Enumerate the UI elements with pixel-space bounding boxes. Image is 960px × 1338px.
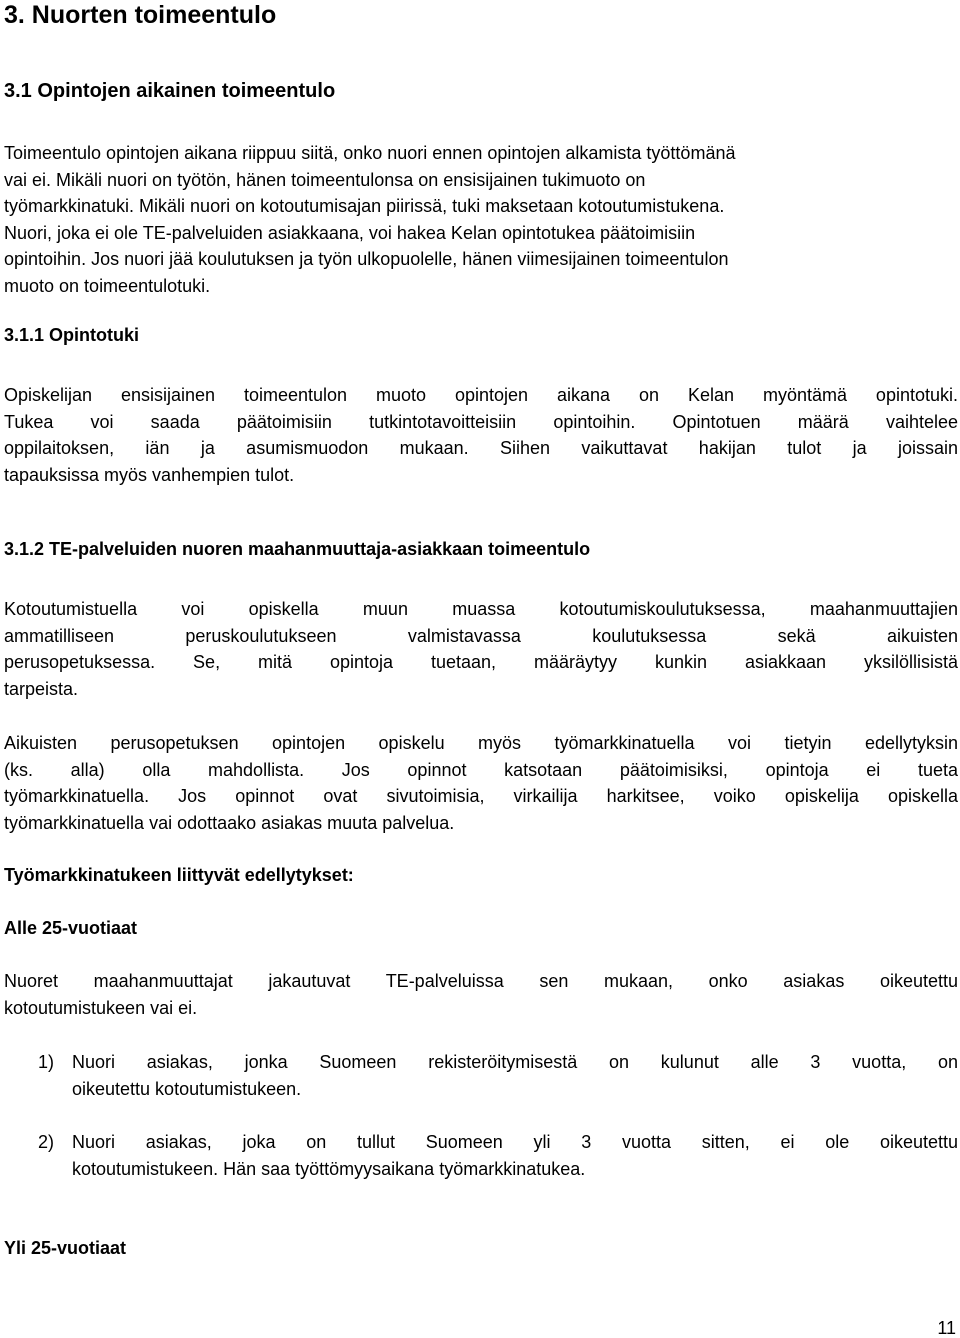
list-item-line: Nuori asiakas, jonka Suomeen rekisteröitymisestä on kulunut alle 3 vuotta, on — [72, 1052, 958, 1072]
paragraph-line: Nuori, joka ei ole TE-palveluiden asiakkaana, voi hakea Kelan opintotukea päätoimisiin — [4, 222, 696, 243]
paragraph-line: Aikuisten perusopetuksen opintojen opiskelu myös työmarkkinatuella voi tietyin edellytyksin — [4, 733, 958, 753]
list-item-text — [72, 1076, 958, 1103]
paragraph-young-immigrants — [4, 968, 958, 995]
list-item — [38, 1129, 958, 1182]
paragraph-line: Kotoutumistuella voi opiskella muun muassa kotoutumiskoulutuksessa, maahanmuuttajien — [4, 599, 958, 619]
list-item-number: 1) — [38, 1052, 55, 1072]
page-number: 11 — [937, 1318, 956, 1338]
paragraph-line: työmarkkinatuella. Jos opinnot ovat sivutoimisia, virkailija harkitsee, voiko opiskelija opiskella — [4, 786, 958, 806]
section-heading-3-1: 3.1 Opintojen aikainen toimeentulo — [4, 80, 336, 102]
paragraph-line: Opiskelijan ensisijainen toimeentulon muoto opintojen aikana on Kelan myöntämä opintotuki. — [4, 385, 958, 405]
list-item-text — [72, 1049, 958, 1076]
chapter-heading: 3. Nuorten toimeentulo — [4, 1, 277, 29]
paragraph-line: oppilaitoksen, iän ja asumismuodon mukaan. Siihen vaikuttavat hakijan tulot ja joissain — [4, 438, 958, 458]
paragraph-integration-aid — [4, 596, 958, 676]
paragraph-line: Toimeentulo opintojen aikana riippuu siitä, onko nuori ennen opintojen alkamista työttömänä — [4, 143, 736, 163]
paragraph-line: vai ei. Mikäli nuori on työtön, hänen toimeentulonsa on ensisijainen tukimuoto on — [4, 169, 646, 190]
paragraph-line: ammatilliseen peruskoulutukseen valmistavassa koulutuksessa sekä aikuisten — [4, 625, 958, 646]
subsection-heading-3-1-1: 3.1.1 Opintotuki — [4, 325, 140, 345]
paragraph-student-aid-last-line: tapauksissa myös vanhempien tulot. — [4, 464, 295, 485]
paragraph-labour-market-subsidy — [4, 730, 958, 810]
paragraph-line: perusopetuksessa. Se, mitä opintoja tuetaan, määräytyy kunkin asiakkaan yksilöllisistä — [4, 652, 958, 672]
paragraph-young-immigrants-last-line: kotoutumistukeen vai ei. — [4, 997, 198, 1018]
subsection-heading-3-1-2: 3.1.2 TE-palveluiden nuoren maahanmuuttaja-asiakkaan toimeentulo — [4, 539, 591, 559]
paragraph-line: opintoihin. Jos nuori jää koulutuksen ja työn ulkopuolelle, hänen viimesijainen toimeentulon — [4, 249, 729, 269]
list-item — [38, 1049, 958, 1102]
list-item-text — [72, 1156, 958, 1183]
list-item-number: 2) — [38, 1132, 55, 1152]
paragraph-student-aid — [4, 382, 958, 462]
paragraph-line: (ks. alla) olla mahdollista. Jos opinnot katsotaan päätoimisiksi, opintoja ei tueta — [4, 759, 958, 780]
paragraph-line: muoto on toimeentulotuki. — [4, 275, 211, 296]
list-item-line: kotoutumistukeen. Hän saa työttömyysaikana työmarkkinatukea. — [72, 1158, 586, 1179]
paragraph-integration-aid-last-line: tarpeista. — [4, 678, 79, 699]
paragraph-line: Nuoret maahanmuuttajat jakautuvat TE-palveluissa sen mukaan, onko asiakas oikeutettu — [4, 971, 958, 991]
heading-over-25: Yli 25-vuotiaat — [4, 1238, 127, 1258]
list-item-line: oikeutettu kotoutumistukeen. — [72, 1078, 302, 1099]
heading-under-25: Alle 25-vuotiaat — [4, 918, 138, 938]
heading-conditions: Työmarkkinatukeen liittyvät edellytykset: — [4, 865, 354, 885]
paragraph-line: Tukea voi saada päätoimisiin tutkintotavoitteisiin opintoihin. Opintotuen määrä vaihtelee — [4, 411, 958, 432]
paragraph-study-income — [4, 140, 958, 299]
paragraph-labour-market-subsidy-last-line: työmarkkinatuella vai odottaako asiakas muuta palvelua. — [4, 812, 455, 833]
list-item-line: Nuori asiakas, joka on tullut Suomeen yli 3 vuotta sitten, ei ole oikeutettu — [72, 1132, 958, 1152]
list-item-text — [72, 1129, 958, 1156]
paragraph-line: työmarkkinatuki. Mikäli nuori on kotoutumisajan piirissä, tuki maksetaan kotoutumistukena. — [4, 196, 725, 216]
